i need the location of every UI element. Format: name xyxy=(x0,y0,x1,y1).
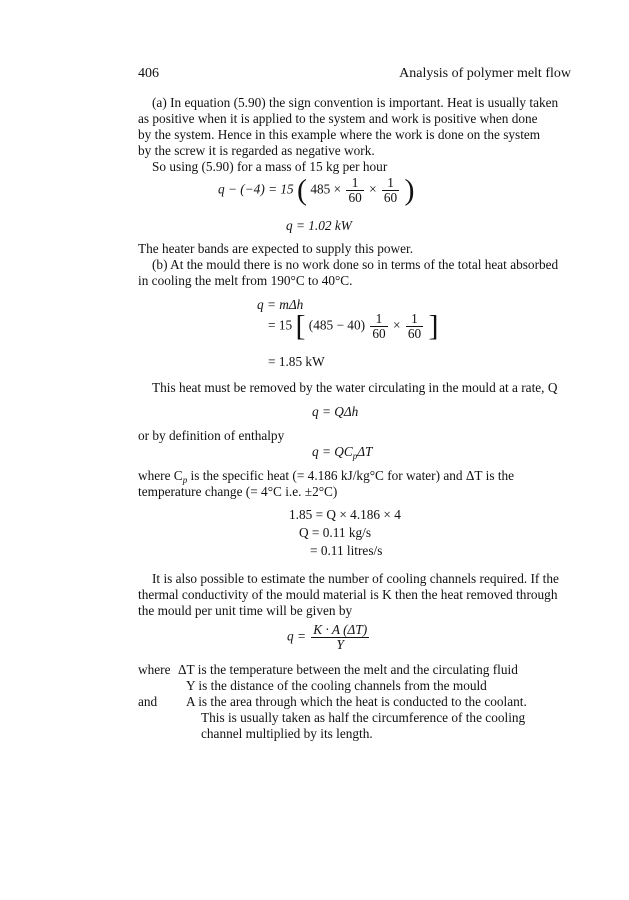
paren-close: ) xyxy=(404,173,415,207)
eqb-times: × xyxy=(392,317,401,333)
where-y: Y is the distance of the cooling channels from the mould xyxy=(186,678,487,693)
eq1-term: 485 × xyxy=(310,181,342,197)
equation-conduction: q = $\frac{K \cdot A (\Delta T)}{Y}$ xyxy=(287,622,368,652)
and-label: and xyxy=(138,694,158,709)
equation-q-mdh: q = mΔh xyxy=(257,297,304,312)
paren-open: ( xyxy=(297,173,307,207)
equation-flow-volume: = 0.11 litres/s xyxy=(310,543,383,558)
part-a-conclusion: The heater bands are expected to supply this power. xyxy=(138,241,414,256)
where-a-note-1: This is usually taken as half the circumference of the cooling xyxy=(201,710,526,725)
eqb-inner: (485 − 40) xyxy=(308,317,366,333)
running-title: Analysis of polymer melt flow xyxy=(399,66,571,81)
equation-q-value: = 1.85 kW xyxy=(268,354,325,369)
eqb-pre: = 15 xyxy=(268,317,293,333)
equation-q-qcpdt: $q = QC_p\Delta T$ xyxy=(312,444,373,461)
water-rate-line: This heat must be removed by the water circulating in the mould at a rate, Q xyxy=(152,380,558,395)
eqb-fraction-1: $\frac{1}{60}$ xyxy=(372,311,386,341)
channels-line-2: thermal conductivity of the mould material is K then the heat removed through xyxy=(138,587,558,602)
bracket-close: ] xyxy=(428,309,439,343)
eq1-lhs: q − (−4) = 15 xyxy=(218,181,294,197)
eq1-times: × xyxy=(369,181,377,197)
part-a-line-1: (a) In equation (5.90) the sign convention is important. Heat is usually taken xyxy=(152,95,559,110)
where-label: where xyxy=(138,662,171,677)
eq1-fraction-1: $\frac{1}{60}$ xyxy=(348,175,362,205)
equation-q-qdh: q = QΔh xyxy=(312,404,359,419)
equation-heat-balance xyxy=(218,173,415,207)
channels-line-1: It is also possible to estimate the number of cooling channels required. If the xyxy=(152,571,559,586)
part-a-line-4: by the screw it is regarded as negative work. xyxy=(138,143,375,158)
where-delta-t: ΔT is the temperature between the melt and the circulating fluid xyxy=(178,662,518,677)
enthalpy-line: or by definition of enthalpy xyxy=(138,428,285,443)
specific-heat-line: where $C_p$ is the specific heat (= 4.186 kJ/kg°C for water) and ΔT is the xyxy=(138,468,515,485)
where-a: A is the area through which the heat is conducted to the coolant. xyxy=(186,694,527,709)
conduction-fraction: $\frac{K \cdot A (\Delta T)}{Y}$ xyxy=(313,622,368,652)
part-a-line-3: by the system. Hence in this example where the work is done on the system xyxy=(138,127,541,142)
page-number: 406 xyxy=(138,66,159,81)
where-a-note-2: channel multiplied by its length. xyxy=(201,726,373,741)
equation-q-result: q = 1.02 kW xyxy=(286,218,352,233)
part-a-intro: So using (5.90) for a mass of 15 kg per hour xyxy=(152,159,388,174)
eq1-fraction-2: $\frac{1}{60}$ xyxy=(383,175,398,205)
bracket-open: [ xyxy=(295,309,306,343)
eqb-fraction-2: $\frac{1}{60}$ xyxy=(407,311,422,341)
equation-flow-calc: 1.85 = Q × 4.186 × 4 xyxy=(289,507,401,522)
part-b-line-1: (b) At the mould there is no work done so in terms of the total heat absorbed xyxy=(152,257,559,272)
equation-flow-mass: Q = 0.11 kg/s xyxy=(299,525,372,540)
part-a-line-2: as positive when it is applied to the system and work is positive when done xyxy=(138,111,538,126)
part-b-line-2: in cooling the melt from 190°C to 40°C. xyxy=(138,273,353,288)
channels-line-3: the mould per unit time will be given by xyxy=(138,603,353,618)
temperature-change-line: temperature change (= 4°C i.e. ±2°C) xyxy=(138,484,338,499)
equation-q-sub xyxy=(268,309,439,343)
